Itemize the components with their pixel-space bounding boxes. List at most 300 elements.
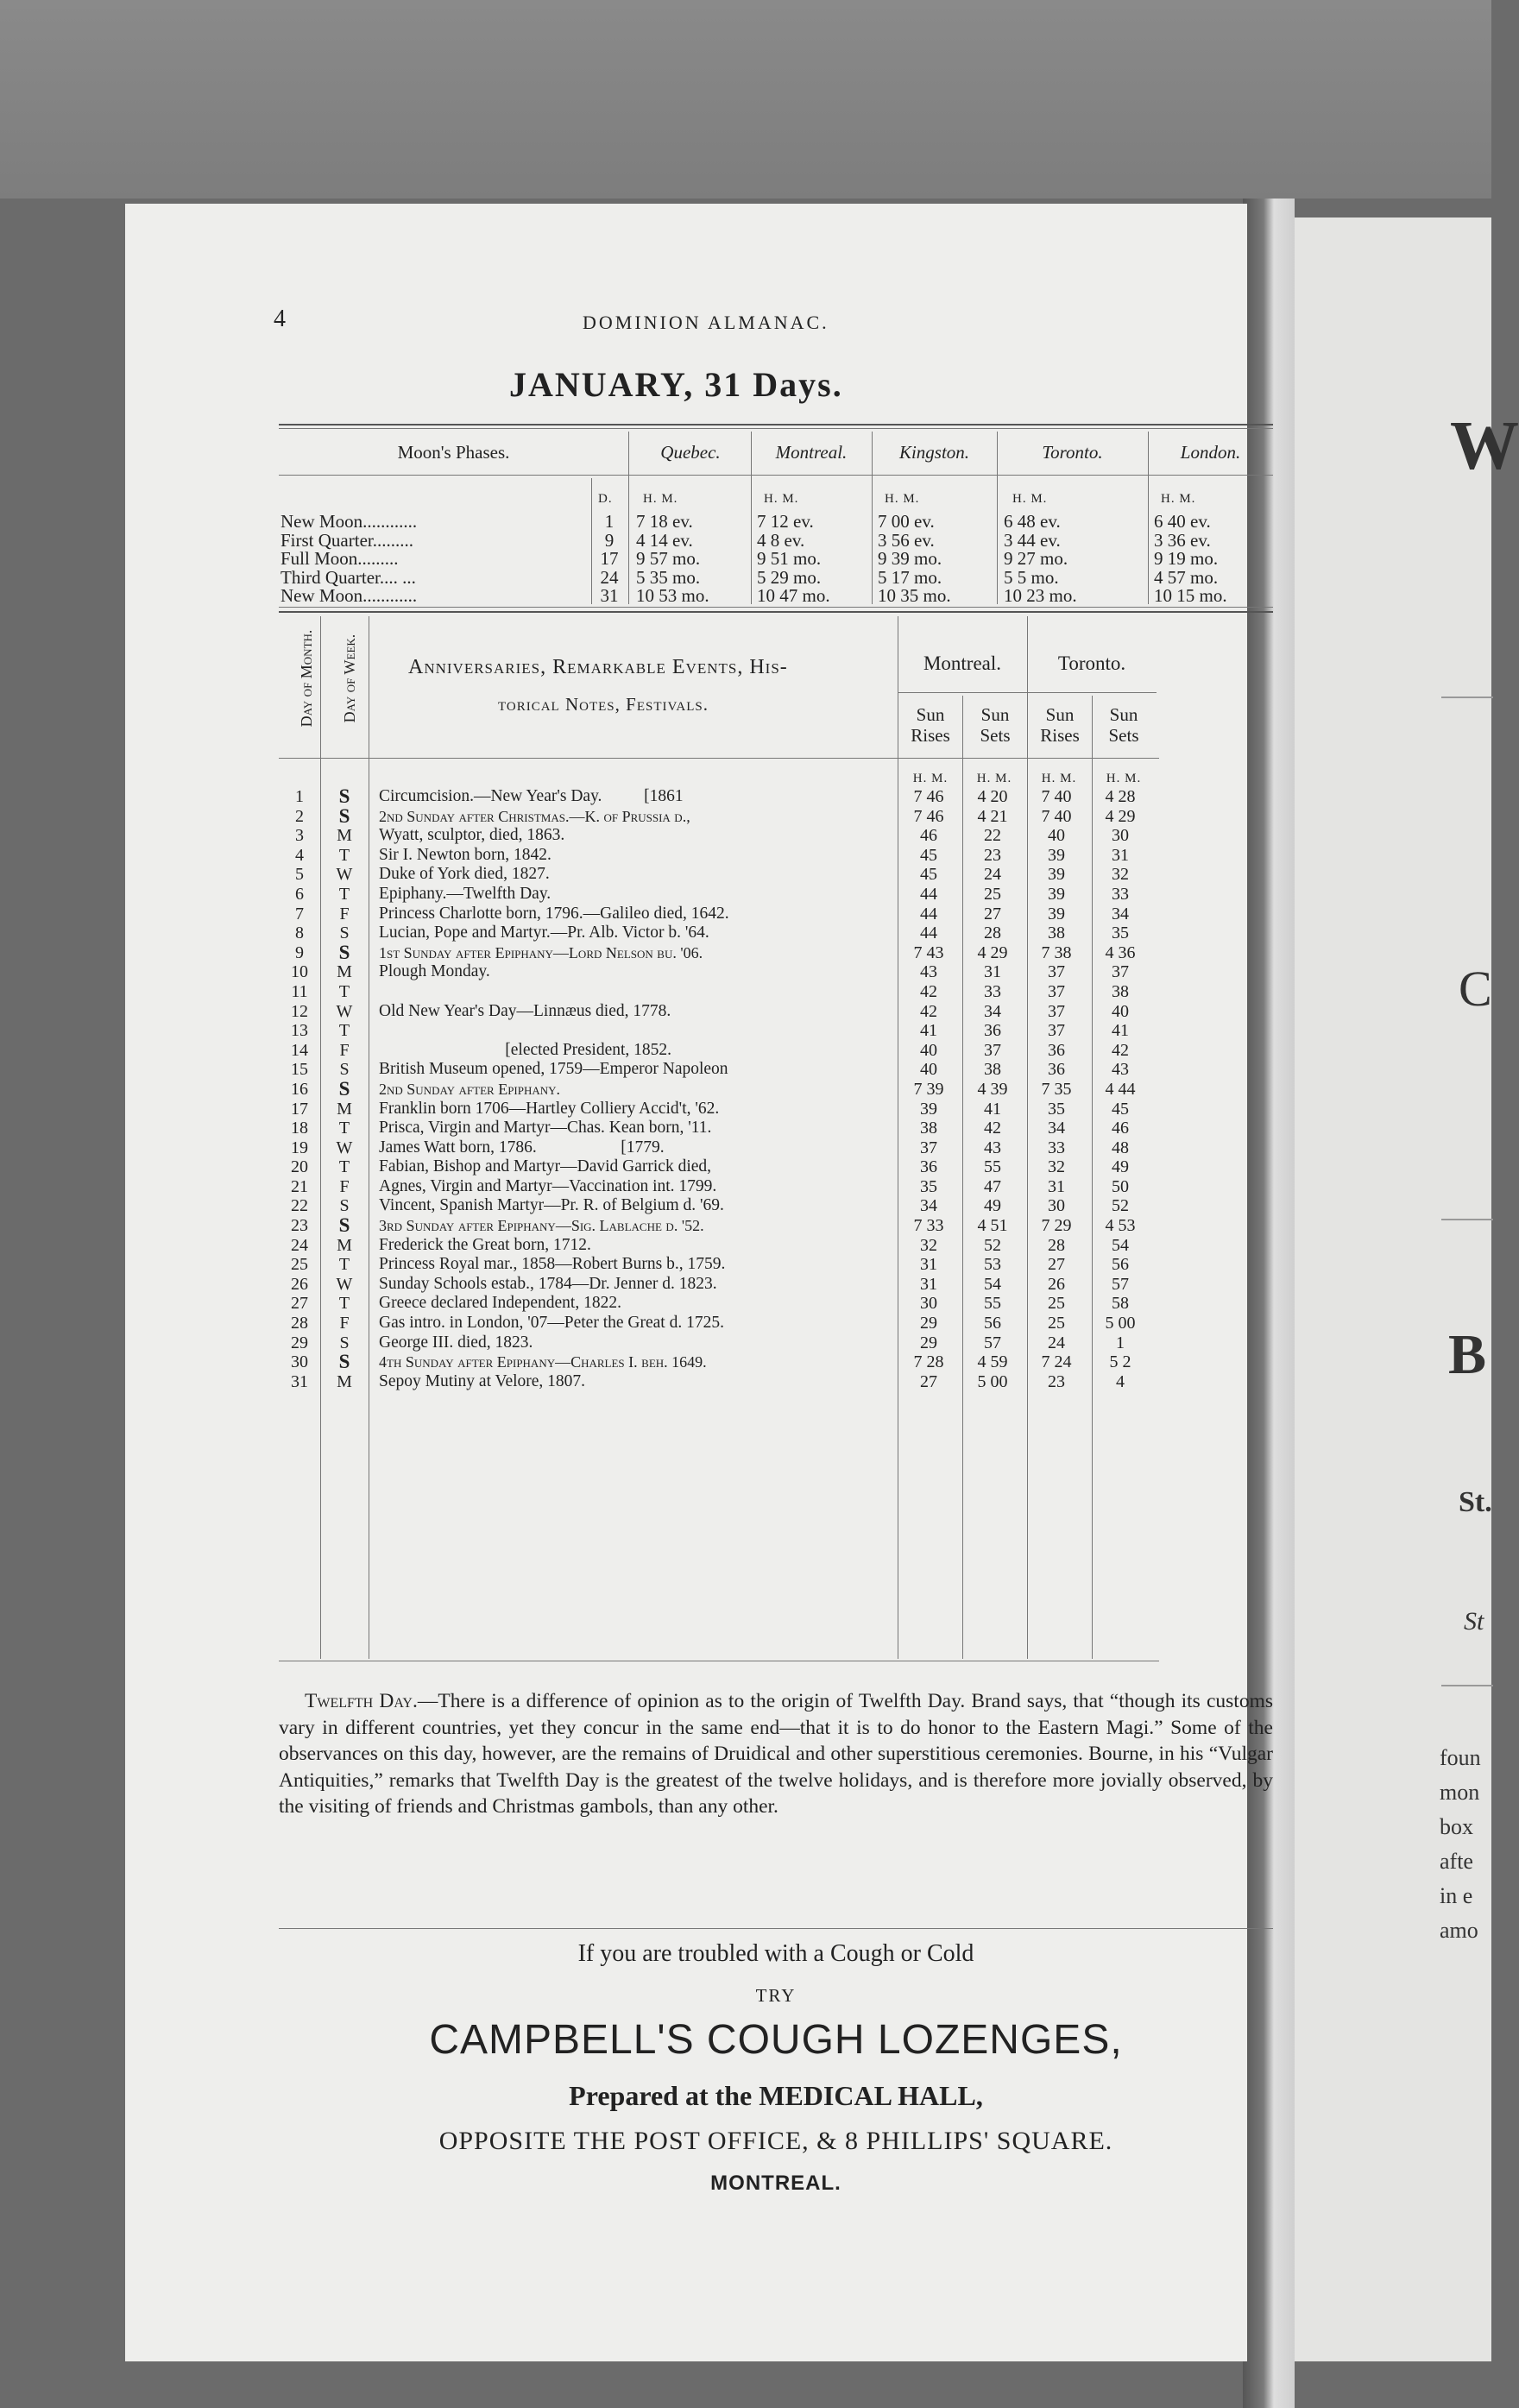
moon-phase-name: First Quarter......... xyxy=(280,529,413,551)
moon-phase-time: 4 57 mo. xyxy=(1154,566,1219,588)
day-of-month: 10 xyxy=(291,962,308,982)
event-text: Circumcision.—New Year's Day. [1861 xyxy=(379,787,684,805)
city-header-quebec: Quebec. xyxy=(660,442,721,463)
moon-phase-time: 4 8 ev. xyxy=(757,529,805,551)
moon-phase-time: 10 35 mo. xyxy=(878,585,951,606)
toronto-sunrise: 7 29 xyxy=(1041,1216,1072,1236)
montreal-sunrise: 7 46 xyxy=(913,806,944,826)
day-of-month: 31 xyxy=(291,1371,308,1391)
toronto-sunrise: 7 24 xyxy=(1041,1352,1072,1372)
facing-page xyxy=(1295,217,1519,2361)
hm-label: H. M. xyxy=(885,492,920,506)
calendar-row xyxy=(279,1080,1152,1100)
montreal-sunrise: 39 xyxy=(920,1099,937,1119)
moon-phase-day: 17 xyxy=(600,548,619,569)
montreal-sunset: 54 xyxy=(984,1274,1001,1294)
moon-phase-time: 7 18 ev. xyxy=(636,511,693,532)
moon-phase-name: Third Quarter.... ... xyxy=(280,566,416,588)
city-header-kingston: Kingston. xyxy=(898,442,970,463)
sun-sets-header: Sun Sets xyxy=(980,704,1011,746)
moon-phase-time: 10 53 mo. xyxy=(636,585,709,606)
montreal-sunset: 4 20 xyxy=(977,787,1008,806)
montreal-sunset: 41 xyxy=(984,1099,1001,1119)
moon-phase-time: 5 17 mo. xyxy=(878,566,942,588)
event-text: Vincent, Spanish Martyr—Pr. R. of Belgium d. '69. xyxy=(379,1196,724,1215)
moon-phase-time: 6 40 ev. xyxy=(1154,511,1211,532)
montreal-sunset: 42 xyxy=(984,1119,1001,1138)
toronto-sunset: 35 xyxy=(1112,923,1129,943)
event-text: Franklin born 1706—Hartley Colliery Accid't, '62. xyxy=(379,1099,720,1118)
toronto-sunrise: 37 xyxy=(1048,1021,1065,1041)
day-of-week: S xyxy=(338,785,350,807)
calendar-row xyxy=(279,865,1152,885)
calendar-row xyxy=(279,1002,1152,1022)
rule xyxy=(279,475,1273,476)
day-of-month: 22 xyxy=(291,1196,308,1216)
toronto-sunrise: 37 xyxy=(1048,962,1065,982)
event-text: Greece declared Independent, 1822. xyxy=(379,1294,621,1313)
day-of-month: 6 xyxy=(295,884,304,904)
event-text xyxy=(369,1021,897,1041)
toronto-sunset: 32 xyxy=(1112,865,1129,885)
event-text: Agnes, Virgin and Martyr—Vaccination int. 1799. xyxy=(379,1176,717,1195)
hm-label: H. M. xyxy=(764,492,799,506)
montreal-sunset: 56 xyxy=(984,1314,1001,1333)
day-of-week: S xyxy=(338,941,350,963)
calendar-row xyxy=(279,1196,1152,1216)
montreal-sunrise: 31 xyxy=(920,1255,937,1275)
note-lead: Twelfth Day. xyxy=(305,1690,418,1712)
facing-fragment: St. xyxy=(1459,1486,1492,1518)
day-of-month: 18 xyxy=(291,1119,308,1138)
montreal-sunrise: 42 xyxy=(920,981,937,1001)
event-text: Sepoy Mutiny at Velore, 1807. xyxy=(379,1371,586,1390)
facing-fragment: C xyxy=(1459,961,1492,1017)
toronto-sunrise: 7 35 xyxy=(1041,1079,1072,1099)
toronto-sunrise: 37 xyxy=(1048,1001,1065,1021)
day-of-week-header: Day of Week. xyxy=(341,634,358,723)
montreal-sunset: 36 xyxy=(984,1021,1001,1041)
day-of-week: S xyxy=(339,1333,350,1352)
rule xyxy=(279,1928,1273,1929)
day-of-month: 27 xyxy=(291,1294,308,1314)
toronto-sunset: 48 xyxy=(1112,1138,1129,1157)
calendar-row xyxy=(279,885,1152,905)
calendar-row xyxy=(279,905,1152,924)
event-text: Frederick the Great born, 1712. xyxy=(379,1235,591,1254)
montreal-sunset: 49 xyxy=(984,1196,1001,1216)
page-number: 4 xyxy=(274,306,286,332)
calendar-row xyxy=(279,943,1152,963)
column-rule xyxy=(1148,432,1149,604)
hm-label: H. M. xyxy=(1106,772,1142,785)
toronto-sunrise: 39 xyxy=(1048,865,1065,885)
toronto-sunset: 30 xyxy=(1112,826,1129,846)
montreal-sunset: 4 29 xyxy=(977,942,1008,962)
toronto-sunset: 45 xyxy=(1112,1099,1129,1119)
moon-phase-time: 3 36 ev. xyxy=(1154,529,1211,551)
moon-phase-time: 9 27 mo. xyxy=(1004,548,1068,569)
moon-phase-time: 5 29 mo. xyxy=(757,566,822,588)
event-text: Fabian, Bishop and Martyr—David Garrick died, xyxy=(379,1157,712,1176)
toronto-sunset: 4 29 xyxy=(1105,806,1136,826)
montreal-sunrise: 45 xyxy=(920,845,937,865)
moon-phase-time: 5 35 mo. xyxy=(636,566,701,588)
day-of-month: 16 xyxy=(291,1079,308,1099)
day-of-week: W xyxy=(336,1138,353,1157)
montreal-sunrise: 43 xyxy=(920,962,937,982)
montreal-sunset: 25 xyxy=(984,884,1001,904)
ad-line-1: If you are troubled with a Cough or Cold xyxy=(577,1940,974,1967)
toronto-sunrise: 23 xyxy=(1048,1371,1065,1391)
day-of-week: T xyxy=(338,981,350,1001)
event-text: [elected President, 1852. xyxy=(379,1040,672,1059)
toronto-sunrise: 7 40 xyxy=(1041,806,1072,826)
montreal-sunset: 38 xyxy=(984,1060,1001,1080)
day-of-month: 4 xyxy=(295,845,304,865)
moon-phase-time: 5 5 mo. xyxy=(1004,566,1059,588)
calendar-row xyxy=(279,1119,1152,1138)
montreal-sunset: 53 xyxy=(984,1255,1001,1275)
montreal-sunset: 23 xyxy=(984,845,1001,865)
column-rule xyxy=(628,432,629,604)
day-of-week: T xyxy=(338,884,350,904)
day-of-month: 7 xyxy=(295,904,304,923)
toronto-sunset: 40 xyxy=(1112,1001,1129,1021)
moon-phase-time: 7 00 ev. xyxy=(878,511,935,532)
book-binding xyxy=(1243,199,1295,2408)
day-of-week: M xyxy=(337,962,352,982)
montreal-sunrise: 32 xyxy=(920,1235,937,1255)
toronto-sunset: 4 36 xyxy=(1105,942,1136,962)
toronto-sunset: 49 xyxy=(1112,1157,1129,1177)
montreal-sunrise: 46 xyxy=(920,826,937,846)
moon-phase-time: 10 15 mo. xyxy=(1154,585,1227,606)
toronto-sunrise: 31 xyxy=(1048,1176,1065,1196)
toronto-sunrise: 39 xyxy=(1048,904,1065,923)
event-text: Wyatt, sculptor, died, 1863. xyxy=(379,826,565,845)
toronto-sunrise: 37 xyxy=(1048,981,1065,1001)
running-head: DOMINION ALMANAC. xyxy=(583,312,829,333)
toronto-sunset: 5 00 xyxy=(1105,1314,1136,1333)
day-of-month: 2 xyxy=(295,806,304,826)
day-of-week: T xyxy=(338,1119,350,1138)
event-text: Prisca, Virgin and Martyr—Chas. Kean born, '11. xyxy=(379,1119,712,1138)
calendar-row xyxy=(279,1060,1152,1080)
montreal-sunrise: 44 xyxy=(920,884,937,904)
toronto-sunrise: 25 xyxy=(1048,1294,1065,1314)
toronto-sunrise: 36 xyxy=(1048,1040,1065,1060)
day-of-week: M xyxy=(337,1371,352,1391)
montreal-sunrise: 7 43 xyxy=(913,942,944,962)
event-text: 3rd Sunday after Epiphany—Sig. Lablache d. '52. xyxy=(379,1217,704,1235)
event-text: Princess Royal mar., 1858—Robert Burns b., 1759. xyxy=(379,1255,726,1274)
day-of-week: T xyxy=(338,845,350,865)
montreal-sunrise: 31 xyxy=(920,1274,937,1294)
toronto-sunrise: 28 xyxy=(1048,1235,1065,1255)
toronto-sunrise: 7 40 xyxy=(1041,787,1072,806)
toronto-sunrise: 40 xyxy=(1048,826,1065,846)
toronto-sunset: 37 xyxy=(1112,962,1129,982)
calendar-row xyxy=(279,807,1152,827)
facing-fragment: St xyxy=(1464,1607,1484,1636)
day-of-week: F xyxy=(339,1176,350,1196)
toronto-sunset: 57 xyxy=(1112,1274,1129,1294)
day-of-week: S xyxy=(339,923,350,943)
montreal-sunset: 55 xyxy=(984,1157,1001,1177)
day-of-week: M xyxy=(337,826,352,846)
toronto-sunset: 46 xyxy=(1112,1119,1129,1138)
montreal-sunrise: 44 xyxy=(920,904,937,923)
calendar-row xyxy=(279,1372,1152,1392)
moon-phases-header: Moon's Phases. xyxy=(397,442,510,463)
toronto-sunset: 4 28 xyxy=(1105,787,1136,806)
calendar-row xyxy=(279,1333,1152,1353)
day-of-week: S xyxy=(338,1351,350,1373)
facing-fragment: B xyxy=(1448,1323,1487,1386)
event-text: Sunday Schools estab., 1784—Dr. Jenner d. 1823. xyxy=(379,1274,717,1293)
day-of-month: 1 xyxy=(295,787,304,806)
moon-phase-time: 9 39 mo. xyxy=(878,548,942,569)
hm-label: H. M. xyxy=(912,772,949,785)
day-of-month: 15 xyxy=(291,1060,308,1080)
moon-phase-time: 3 56 ev. xyxy=(878,529,935,551)
toronto-sunset: 42 xyxy=(1112,1040,1129,1060)
calendar-row xyxy=(279,1294,1152,1314)
calendar-city-montreal: Montreal. xyxy=(923,652,1002,674)
calendar-row xyxy=(279,1021,1152,1041)
facing-fragment: foun xyxy=(1440,1745,1481,1770)
day-of-month: 12 xyxy=(291,1001,308,1021)
moon-phase-time: 9 57 mo. xyxy=(636,548,701,569)
toronto-sunrise: 36 xyxy=(1048,1060,1065,1080)
day-of-month: 14 xyxy=(291,1040,308,1060)
day-of-week: M xyxy=(337,1235,352,1255)
montreal-sunrise: 41 xyxy=(920,1021,937,1041)
montreal-sunrise: 27 xyxy=(920,1371,937,1391)
calendar-row xyxy=(279,962,1152,982)
moon-phase-time: 4 14 ev. xyxy=(636,529,693,551)
day-of-month: 21 xyxy=(291,1176,308,1196)
day-label: D. xyxy=(598,492,613,506)
moon-phase-day: 9 xyxy=(604,529,615,551)
toronto-sunset: 33 xyxy=(1112,884,1129,904)
month-title: JANUARY, 31 Days. xyxy=(509,365,843,404)
moon-phase-time: 9 19 mo. xyxy=(1154,548,1219,569)
moon-phase-name: New Moon............ xyxy=(280,585,418,606)
day-of-month: 9 xyxy=(295,942,304,962)
rule xyxy=(279,428,1273,429)
day-of-week: T xyxy=(338,1157,350,1177)
moon-phase-day: 31 xyxy=(600,585,619,606)
city-header-london: London. xyxy=(1180,442,1241,463)
toronto-sunrise: 35 xyxy=(1048,1099,1065,1119)
moon-phase-day: 1 xyxy=(604,511,615,532)
day-of-month: 3 xyxy=(295,826,304,846)
toronto-sunrise: 39 xyxy=(1048,884,1065,904)
note-text: —There is a difference of opinion as to the origin of Twelfth Day. Brand says, that “though its customs vary in different countries, yet they concur in the same end—that it is to do honor to the Eastern Magi.” Some of the observances on this day, however, are the remains of Druidical and other superstitious ceremonies. Bourne, in his “Vulgar Antiquities,” remarks that Twelfth Day is the greatest of the twelve holidays, and is therefore more jovially observed, by the visiting of friends and Christmas gambols, than any other. xyxy=(279,1690,1273,1818)
montreal-sunrise: 30 xyxy=(920,1294,937,1314)
montreal-sunset: 27 xyxy=(984,904,1001,923)
toronto-sunset: 31 xyxy=(1112,845,1129,865)
moon-phase-time: 10 47 mo. xyxy=(757,585,830,606)
column-rule xyxy=(872,432,873,604)
column-rule xyxy=(997,432,998,604)
events-header-line2: torical Notes, Festivals. xyxy=(498,694,709,715)
toronto-sunset: 54 xyxy=(1112,1235,1129,1255)
column-rule xyxy=(751,432,752,604)
toronto-sunset: 38 xyxy=(1112,981,1129,1001)
montreal-sunset: 4 59 xyxy=(977,1352,1008,1372)
day-of-month: 28 xyxy=(291,1314,308,1333)
toronto-sunset: 43 xyxy=(1112,1060,1129,1080)
day-of-month: 26 xyxy=(291,1274,308,1294)
calendar-row xyxy=(279,1157,1152,1177)
hm-label: H. M. xyxy=(976,772,1012,785)
montreal-sunset: 22 xyxy=(984,826,1001,846)
montreal-sunset: 57 xyxy=(984,1333,1001,1352)
day-of-week: F xyxy=(339,904,350,923)
facing-fragment: afte xyxy=(1440,1849,1473,1874)
event-text: Sir I. Newton born, 1842. xyxy=(379,845,552,864)
toronto-sunrise: 39 xyxy=(1048,845,1065,865)
calendar-row xyxy=(279,1236,1152,1256)
event-text: James Watt born, 1786. [1779. xyxy=(379,1138,665,1157)
event-text: Old New Year's Day—Linnæus died, 1778. xyxy=(379,1001,671,1020)
toronto-sunset: 4 44 xyxy=(1105,1079,1136,1099)
day-of-week: S xyxy=(339,1060,350,1080)
toronto-sunset: 50 xyxy=(1112,1176,1129,1196)
calendar-row xyxy=(279,787,1152,807)
calendar-row xyxy=(279,1352,1152,1372)
calendar-row xyxy=(279,1177,1152,1197)
toronto-sunset: 1 xyxy=(1116,1333,1125,1352)
day-of-month: 5 xyxy=(295,865,304,885)
montreal-sunrise: 7 33 xyxy=(913,1216,944,1236)
moon-phase-name: New Moon............ xyxy=(280,511,418,532)
calendar-row xyxy=(279,982,1152,1002)
day-of-week: F xyxy=(339,1040,350,1060)
montreal-sunset: 24 xyxy=(984,865,1001,885)
facing-fragment: box xyxy=(1440,1814,1473,1839)
montreal-sunrise: 7 39 xyxy=(913,1079,944,1099)
montreal-sunset: 47 xyxy=(984,1176,1001,1196)
hm-label: H. M. xyxy=(1161,492,1196,506)
event-text: Epiphany.—Twelfth Day. xyxy=(379,884,552,903)
montreal-sunrise: 7 28 xyxy=(913,1352,944,1372)
day-of-month: 17 xyxy=(291,1099,308,1119)
ad-line-4: Prepared at the MEDICAL HALL, xyxy=(569,2080,983,2111)
toronto-sunrise: 7 38 xyxy=(1041,942,1072,962)
moon-phase-time: 10 23 mo. xyxy=(1004,585,1077,606)
montreal-sunset: 28 xyxy=(984,923,1001,943)
montreal-sunrise: 29 xyxy=(920,1333,937,1352)
event-text: 1st Sunday after Epiphany—Lord Nelson bu. '06. xyxy=(379,943,703,961)
calendar-row xyxy=(279,923,1152,943)
montreal-sunrise: 35 xyxy=(920,1176,937,1196)
facing-fragment: in e xyxy=(1440,1883,1473,1908)
calendar-table xyxy=(279,787,1152,1391)
montreal-sunset: 33 xyxy=(984,981,1001,1001)
event-text: Princess Charlotte born, 1796.—Galileo died, 1642. xyxy=(379,904,729,923)
montreal-sunset: 4 39 xyxy=(977,1079,1008,1099)
day-of-month: 11 xyxy=(291,981,308,1001)
toronto-sunset: 58 xyxy=(1112,1294,1129,1314)
day-of-month: 23 xyxy=(291,1216,308,1236)
moon-phase-day: 24 xyxy=(600,566,619,588)
day-of-week: M xyxy=(337,1099,352,1119)
event-text: Plough Monday. xyxy=(379,962,490,981)
hm-label: H. M. xyxy=(643,492,678,506)
montreal-sunrise: 42 xyxy=(920,1001,937,1021)
events-header: Anniversaries, Remarkable Events, His- xyxy=(408,656,788,678)
event-text: 2nd Sunday after Epiphany. xyxy=(379,1080,561,1098)
montreal-sunrise: 37 xyxy=(920,1138,937,1157)
day-of-week: W xyxy=(336,865,353,885)
day-of-week: W xyxy=(336,1274,353,1294)
calendar-row xyxy=(279,846,1152,866)
day-of-week: S xyxy=(338,1214,350,1237)
montreal-sunset: 43 xyxy=(984,1138,1001,1157)
day-of-week: T xyxy=(338,1294,350,1314)
facing-fragment: mon xyxy=(1440,1780,1480,1805)
montreal-sunrise: 44 xyxy=(920,923,937,943)
day-of-week: S xyxy=(338,804,350,827)
rule xyxy=(279,611,1273,613)
day-of-week: T xyxy=(338,1021,350,1041)
day-of-month: 24 xyxy=(291,1235,308,1255)
montreal-sunset: 31 xyxy=(984,962,1001,982)
event-text: British Museum opened, 1759—Emperor Napoleon xyxy=(379,1060,728,1079)
day-of-month: 19 xyxy=(291,1138,308,1157)
toronto-sunset: 52 xyxy=(1112,1196,1129,1216)
moon-phase-time: 3 44 ev. xyxy=(1004,529,1061,551)
calendar-row xyxy=(279,1275,1152,1295)
ad-address: OPPOSITE THE POST OFFICE, & 8 PHILLIPS' SQUARE. xyxy=(438,2127,1113,2155)
event-text: 2nd Sunday after Christmas.—K. of Prussia d., xyxy=(379,807,690,825)
facing-fragment: W xyxy=(1450,408,1519,484)
day-of-month: 29 xyxy=(291,1333,308,1352)
toronto-sunrise: 38 xyxy=(1048,923,1065,943)
toronto-sunset: 34 xyxy=(1112,904,1129,923)
toronto-sunset: 4 xyxy=(1116,1371,1125,1391)
event-text: Duke of York died, 1827. xyxy=(379,865,550,884)
facing-fragment: amo xyxy=(1440,1918,1478,1943)
montreal-sunset: 55 xyxy=(984,1294,1001,1314)
sun-sets-header: Sun Sets xyxy=(1108,704,1139,746)
montreal-sunrise: 45 xyxy=(920,865,937,885)
day-of-month: 20 xyxy=(291,1157,308,1177)
montreal-sunrise: 36 xyxy=(920,1157,937,1177)
twelfth-day-note xyxy=(279,1688,1273,1820)
day-of-month: 8 xyxy=(295,923,304,943)
event-text: Gas intro. in London, '07—Peter the Great d. 1725. xyxy=(379,1314,724,1333)
toronto-sunrise: 24 xyxy=(1048,1333,1065,1352)
moon-phase-time: 7 12 ev. xyxy=(757,511,814,532)
day-of-month-header: Day of Month. xyxy=(298,629,315,728)
calendar-row xyxy=(279,1255,1152,1275)
hm-label: H. M. xyxy=(1041,772,1077,785)
moon-phase-time: 6 48 ev. xyxy=(1004,511,1061,532)
montreal-sunset: 37 xyxy=(984,1040,1001,1060)
day-of-week: S xyxy=(339,1196,350,1216)
montreal-sunrise: 29 xyxy=(920,1314,937,1333)
day-of-month: 30 xyxy=(291,1352,308,1372)
toronto-sunset: 4 53 xyxy=(1105,1216,1136,1236)
city-header-toronto: Toronto. xyxy=(1042,442,1103,463)
calendar-city-toronto: Toronto. xyxy=(1057,652,1126,674)
day-of-week: T xyxy=(338,1255,350,1275)
